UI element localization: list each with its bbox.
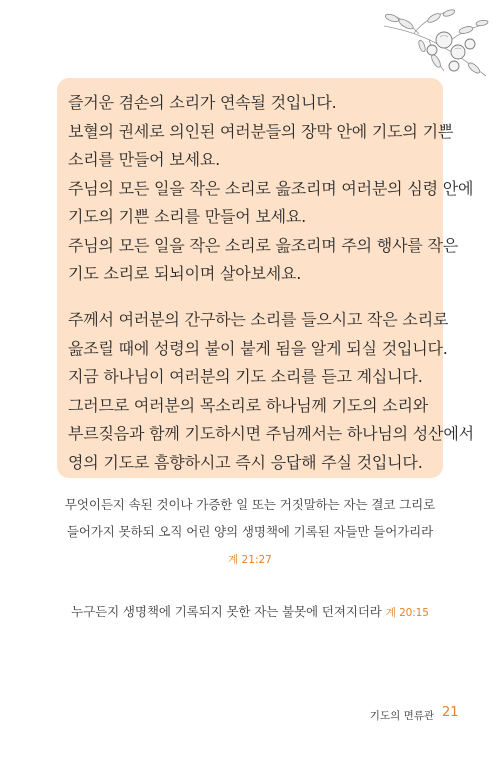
body-line: 부르짖음과 함께 기도하시면 주님께서는 하나님의 성산에서 <box>68 424 474 443</box>
body-paragraph-2 <box>68 306 474 477</box>
verse-reference: 계 21:27 <box>228 554 272 566</box>
body-paragraph-1 <box>68 89 474 289</box>
page-number: 21 <box>442 705 459 720</box>
body-line: 즐거운 겸손의 소리가 연속될 것입니다. <box>68 93 337 112</box>
verse-line: 들어가지 못하되 오직 어린 양의 생명책에 기록된 자들만 들어가리라 <box>66 524 434 539</box>
verse-line: 무엇이든지 속된 것이나 가증한 일 또는 거짓말하는 자는 결코 그리로 <box>64 497 436 512</box>
body-line: 지금 하나님이 여러분의 기도 소리를 듣고 계십니다. <box>68 367 423 386</box>
body-line: 그러므로 여러분의 목소리로 하나님께 기도의 소리와 <box>68 395 429 415</box>
body-line: 기도의 기쁜 소리를 만들어 보세요. <box>68 207 307 226</box>
verse-line: 누구든지 생명책에 기록되지 못한 자는 불못에 던져지더라 <box>71 604 382 619</box>
body-line: 주님의 모든 일을 작은 소리로 읊조리며 여러분의 심령 안에 <box>68 178 474 198</box>
body-line: 읊조릴 때에 성령의 불이 붙게 됨을 알게 되실 것입니다. <box>68 338 448 358</box>
bible-verse-1 <box>0 491 500 545</box>
body-line: 주님의 모든 일을 작은 소리로 읊조리며 주의 행사를 작은 <box>68 235 458 255</box>
floral-ornament-icon <box>374 6 492 86</box>
body-line: 기도 소리로 되뇌이며 살아보세요. <box>68 264 302 283</box>
body-line: 영의 기도로 흠향하시고 즉시 응답해 주실 것입니다. <box>68 452 423 472</box>
bible-verse-2 <box>0 598 500 627</box>
running-footer-title: 기도의 면류관 <box>369 710 434 722</box>
body-line: 보혈의 권세로 의인된 여러분들의 장막 안에 기도의 기쁜 <box>68 121 454 141</box>
body-line: 주께서 여러분의 간구하는 소리를 들으시고 작은 소리로 <box>68 310 449 329</box>
verse-reference: 계 20:15 <box>385 607 429 619</box>
body-line: 소리를 만들어 보세요. <box>68 150 220 169</box>
